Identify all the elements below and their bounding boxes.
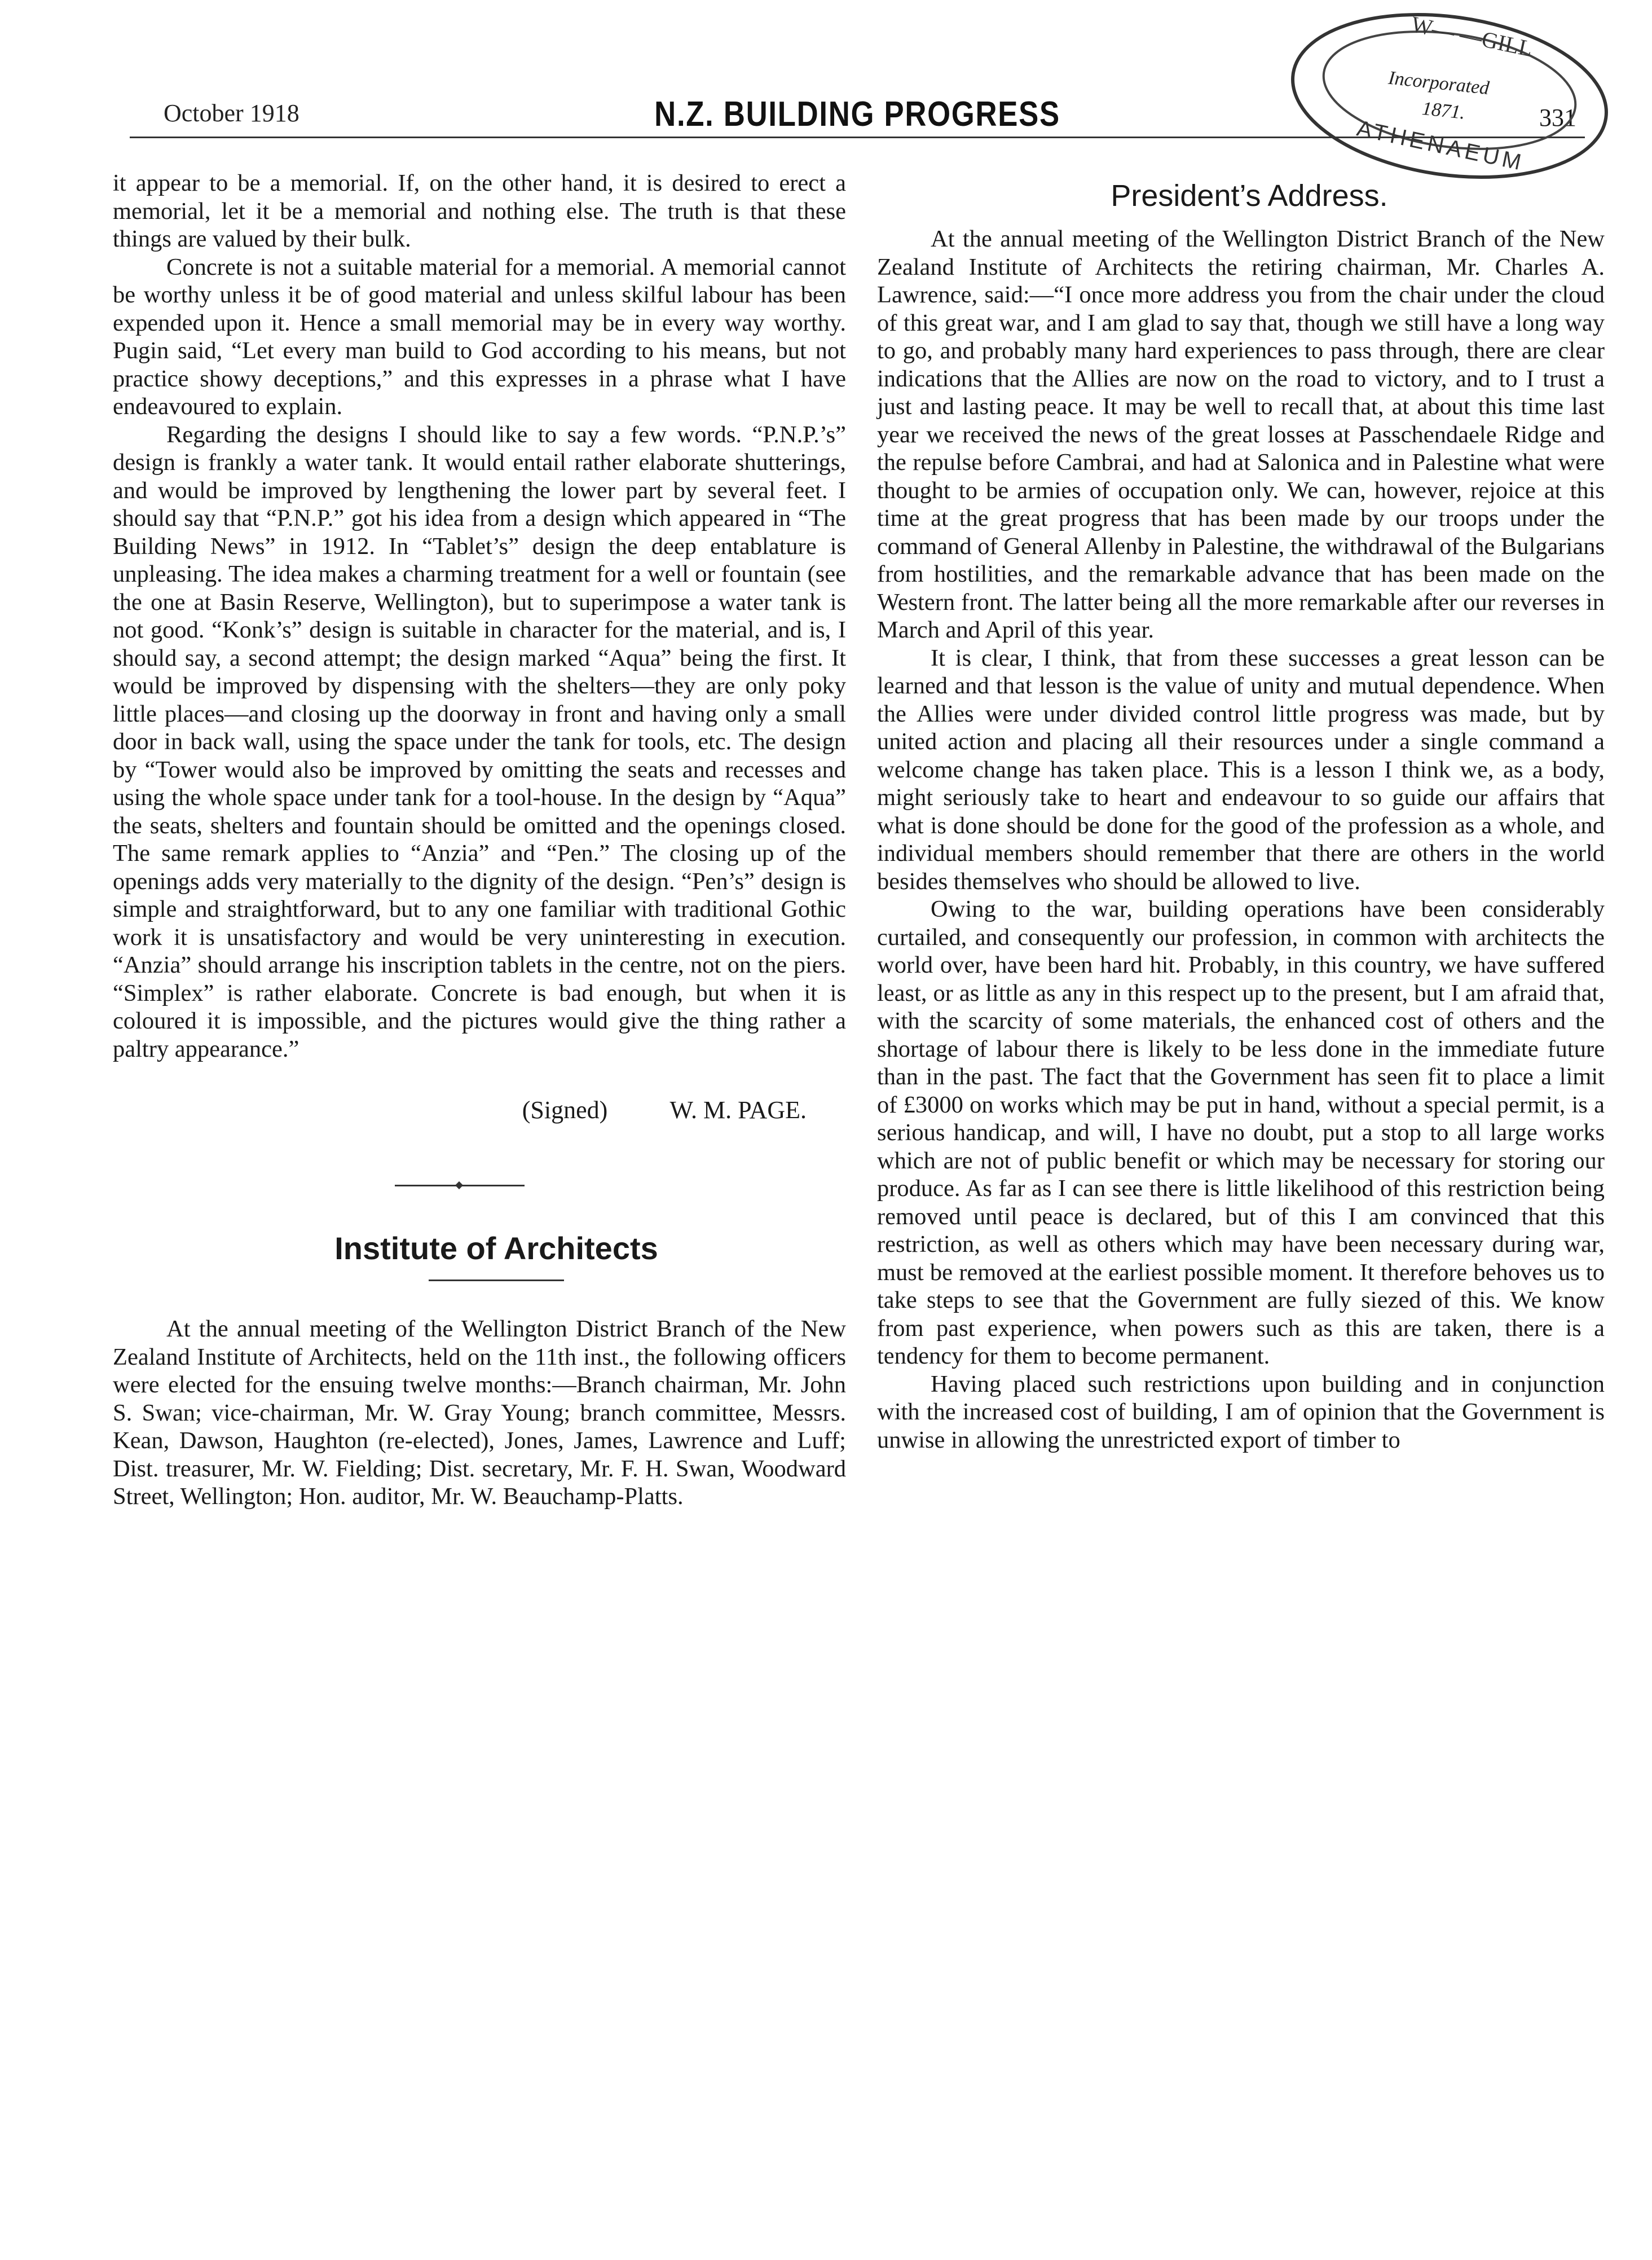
stamp-bottom-text: ATHENAEUM xyxy=(1354,116,1527,176)
right-column xyxy=(877,178,1605,1454)
left-column xyxy=(113,169,846,1511)
signatory-name: W. M. PAGE. xyxy=(669,1096,807,1124)
article-paragraph: Regarding the designs I should like to say a few words. “P.N.P.’s” design is frankly a water tank. It would entail rather elaborate shutterings, and would be improved by lengthening the lower part by several feet. I should say that “P.N.P.” got his idea from a design which appeared in “The Building News” in 1912. In “Tablet’s” design the deep entablature is unpleasing. The idea makes a charming treatment for a well or fountain (see the one at Basin Reserve, Wellington), but to superimpose a water tank is not good. “Konk’s” design is suitable in character for the material, and is, I should say, a second attempt; the design marked “Aqua” being the first. It would be improved by dispensing with the shelters—they are only poky little places—and closing up the doorway in front and having only a small door in back wall, using the space under the tank for tools, etc. The design by “Tower would also be improved by omitting the seats and recesses and using the whole space under tank for a tool-house. In the design by “Aqua” the seats, shelters and fountain should be omitted and the openings closed. The same remark applies to “Anzia” and “Pen.” The closing up of the openings adds very materially to the dignity of the design. “Pen’s” design is simple and straightforward, but to any one familiar with traditional Gothic work it is unsatisfactory and would be very uninteresting in execution. “Anzia” should arrange his inscription tablets in the centre, not on the piers. “Simplex” is rather elaborate. Concrete is bad enough, but when it is coloured it is impossible, and the pictures would give the thing rather a paltry appearance.” xyxy=(113,421,846,1062)
section-divider-ornament xyxy=(113,1169,846,1203)
signature-line xyxy=(113,1096,846,1125)
issue-date: October 1918 xyxy=(164,99,299,127)
section-title-rule xyxy=(429,1280,564,1281)
library-stamp xyxy=(1280,6,1619,186)
publication-title: N.Z. BUILDING PROGRESS xyxy=(654,95,1060,134)
article-paragraph: Concrete is not a suitable material for a memorial. A memorial cannot be worthy unless it be of good material and unless skilful labour has been expended upon it. Hence a small memorial may be in every way worthy. Pugin said, “Let every man build to God according to his means, but not practice showy deceptions,” and this expresses in a phrase what I have endeavoured to explain. xyxy=(113,253,846,420)
article-paragraph: it appear to be a memorial. If, on the other hand, it is desired to erect a memorial, let it be a memorial and nothing else. The truth is that these things are valued by their bulk. xyxy=(113,170,846,252)
stamp-line-1: Incorporated xyxy=(1387,67,1491,99)
stamp-line-2: 1871. xyxy=(1421,98,1466,124)
section-title: Institute of Architects xyxy=(334,1230,658,1266)
stamp-top-text: W— —GILL xyxy=(1409,11,1535,62)
article-paragraph: At the annual meeting of the Wellington District Branch of the New Zealand Institute of Architects, held on the 11th inst., the following officers were elected for the ensuing twelve months:—Branch chairman, Mr. John S. Swan; vice-chairman, Mr. W. Gray Young; branch committee, Messrs. Kean, Dawson, Haughton (re-elected), Jones, James, Lawrence and Luff; Dist. treasurer, Mr. W. Fielding; Dist. secretary, Mr. F. H. Swan, Woodward Street, Wellington; Hon. auditor, Mr. W. Beauchamp-Platts. xyxy=(113,1316,846,1510)
article-paragraph: Owing to the war, building operations have been considerably curtailed, and consequently our profession, in common with architects the world over, have been hard hit. Probably, in this country, we have suffered least, or as little as any in this respect up to the present, but I am afraid that, with the scarcity of some materials, the enhanced cost of others and the shortage of labour there is likely to be less done in the immediate future than in the past. The fact that the Government has seen fit to place a limit of £3000 on works which may be put in hand, without a special permit, is a serious handicap, and will, I have no doubt, put a stop to all large works which are not of public benefit or which may be necessary for storing our produce. As far as I can see there is little likelihood of this restriction being removed until peace is declared, but of this I am convinced that this restriction, as well as others which may have been necessary during war, must be removed at the earliest possible moment. It therefore behoves us to take steps to see that the Government are fully siezed of this. We know from past experience, when powers such as this are taken, there is a tendency for them to become permanent. xyxy=(877,896,1605,1369)
article-paragraph: Having placed such restrictions upon building and in conjunction with the increased cost of building, I am of opinion that the Government is unwise in allowing the unrestricted export of timber to xyxy=(877,1370,1605,1453)
signed-label: (Signed) xyxy=(522,1096,608,1124)
article-title: President’s Address. xyxy=(1111,179,1388,213)
article-paragraph: At the annual meeting of the Wellington District Branch of the New Zealand Institute of Architects the retiring chairman, Mr. Charles A. Lawrence, said:—“I once more address you from the chair under the cloud of this great war, and I am glad to say that, though we still have a long way to go, and probably many hard experiences to pass through, there are clear indications that the Allies are now on the road to victory, and to I trust a just and lasting peace. It may be well to recall that, at about this time last year we received the news of the great losses at Passchendaele Ridge and the repulse before Cambrai, and had at Salonica and in Palestine what were thought to be armies of occupation only. We can, however, rejoice at this time at the great progress that has been made by our troops under the command of General Allenby in Palestine, the withdrawal of the Bulgarians from hostilities, and the remarkable advance that has been made on the Western front. The latter being all the more remarkable after our reverses in March and April of this year. xyxy=(877,226,1605,643)
page-number: 331 xyxy=(1539,104,1576,131)
article-paragraph: It is clear, I think, that from these successes a great lesson can be learned and that lesson is the value of unity and mutual dependence. When the Allies were under divided control little progress was made, but by united action and placing all their resources under a single command a welcome change has taken place. This is a lesson I think we, as a body, might seriously take to heart and endeavour to so guide our affairs that what is done should be done for the good of the profession as a whole, and individual members should remember that there are others in the world besides themselves who should be allowed to live. xyxy=(877,644,1605,895)
